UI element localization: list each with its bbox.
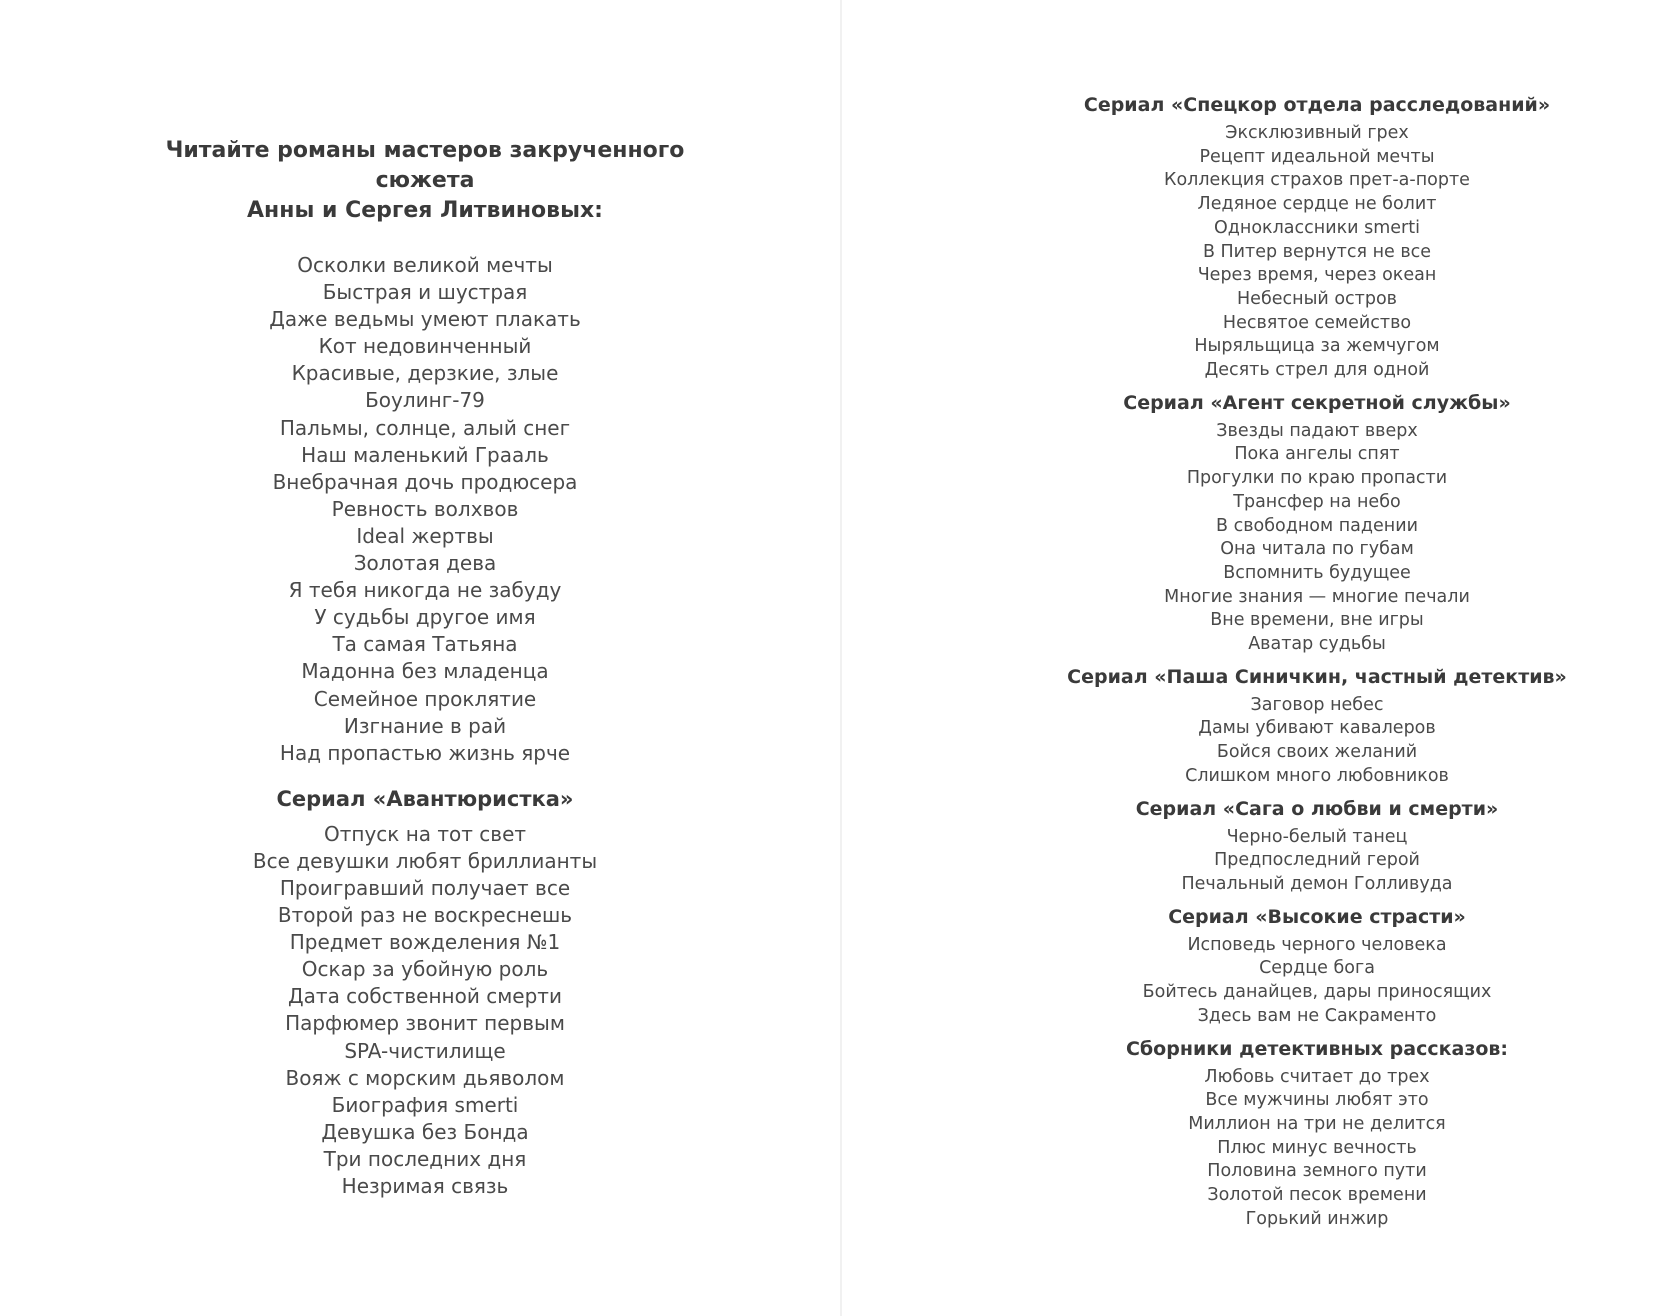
book-title: Ледяное сердце не болит [1197,194,1437,215]
book-title: Кот недовинченный [318,334,532,359]
series-title: Сериал «Агент секретной службы» [1123,391,1511,414]
book-title: Рецепт идеальной мечты [1199,146,1435,167]
book-title: Аватар судьбы [1248,634,1386,655]
book-title: Ревность волхвов [331,496,519,521]
book-title: Многие знания — многие печали [1164,586,1470,607]
book-title: Небесный остров [1237,288,1397,309]
series-block [1022,390,1612,657]
book-title: Отпуск на тот свет [323,821,527,846]
book-title: Вспомнить будущее [1223,562,1411,583]
book-title: Изгнание в рай [343,713,507,738]
book-title: Парфюмер звонит первым [285,1011,565,1036]
series-title: Сериал «Сага о любви и смерти» [1135,797,1499,820]
book-title: Оскар за убойную роль [301,957,549,982]
right-column [1022,92,1612,1238]
series-title: Сериал «Спецкор отдела расследований» [1083,94,1551,116]
series-block [1022,664,1612,789]
book-title: Та самая Татьяна [332,632,518,657]
book-title: Вне времени, вне игры [1210,610,1424,631]
series-title: Сериал «Авантюристка» [276,786,574,811]
book-title: Все мужчины любят это [1205,1090,1429,1111]
book-title: Осколки великой мечты [297,253,553,277]
book-title: Десять стрел для одной [1204,360,1430,381]
book-title: Дамы убивают кавалеров [1198,718,1436,739]
book-title: Несвятое семейство [1222,312,1412,333]
book-title: В Питер вернутся не все [1202,241,1432,262]
book-title: Внебрачная дочь продюсера [272,469,578,494]
series-books-list [1022,694,1612,789]
intro-line: Читайте романы мастеров закрученного сюжета [165,138,685,193]
standalone-titles-list [130,252,720,767]
book-title: Я тебя никогда не забуду [288,578,562,603]
series-books-list [1022,420,1612,657]
book-title: Три последних дня [323,1146,527,1171]
book-title: Любовь считает до трех [1204,1066,1430,1087]
series-title: Сборники детективных рассказов: [1125,1037,1509,1060]
book-title: Даже ведьмы умеют плакать [269,307,581,332]
book-title: Пока ангелы спят [1234,444,1400,465]
book-title: У судьбы другое имя [314,605,536,630]
series-block [1022,92,1612,383]
book-title: Плюс минус вечность [1217,1137,1417,1158]
book-title: Половина земного пути [1207,1161,1427,1182]
book-title: Исповедь черного человека [1187,934,1447,955]
book-title: Трансфер на небо [1233,491,1401,512]
book-title: Над пропастью жизнь ярче [279,740,571,765]
right-page [842,0,1678,1316]
series-title: Сериал «Паша Синичкин, частный детектив» [1067,665,1567,688]
book-title: Бойтесь данайцев, дары приносящих [1142,982,1492,1003]
book-title: SPA-чистилище [344,1038,506,1063]
book-title: Биография smerti [331,1092,519,1117]
book-title: Второй раз не воскреснешь [277,903,573,928]
book-title: Незримая связь [341,1174,509,1198]
book-title: Горький инжир [1245,1208,1389,1229]
book-title: Предмет вожделения №1 [289,930,561,955]
series-books-list [1022,1066,1612,1232]
series-books-list [1022,122,1612,383]
book-title: Вояж с морским дьяволом [285,1065,565,1090]
left-column [130,136,720,1200]
book-title: Коллекция страхов прет-а-порте [1164,170,1470,191]
book-title: Все девушки любят бриллианты [252,848,598,873]
book-title: Одноклассники smerti [1214,217,1420,238]
book-title: Печальный демон Голливуда [1181,873,1453,894]
book-title: Дата собственной смерти [288,984,562,1009]
book-title: Черно-белый танец [1226,826,1408,847]
series-title: Сериал «Высокие страсти» [1168,905,1466,928]
book-title: Сердце бога [1259,958,1375,979]
book-title: Красивые, дерзкие, злые [291,361,559,386]
book-title: Прогулки по краю пропасти [1186,468,1448,489]
book-title: Бойся своих желаний [1216,742,1418,763]
book-title: Золотая дева [353,551,497,576]
series-block [1022,796,1612,897]
book-title: Звезды падают вверх [1216,420,1418,441]
book-title: Девушка без Бонда [321,1119,529,1144]
book-title: Ideal жертвы [356,523,494,548]
series-block [1022,904,1612,1029]
book-title: Она читала по губам [1220,539,1414,560]
intro-heading [130,136,720,226]
book-title: Пальмы, солнце, алый снег [279,415,571,440]
series-books-list [1022,934,1612,1029]
book-title: Через время, через океан [1197,265,1437,286]
book-title: Слишком много любовников [1185,765,1449,786]
book-title: Мадонна без младенца [301,659,549,684]
book-title: Наш маленький Грааль [301,442,549,467]
intro-line: Анны и Сергея Литвиновых: [247,198,603,223]
book-title: Предпоследний герой [1214,850,1420,871]
book-title: Здесь вам не Сакраменто [1197,1005,1437,1026]
book-title: Золотой песок времени [1207,1185,1427,1206]
book-title: Семейное проклятие [313,686,537,711]
book-title: Заговор небес [1250,694,1384,715]
book-title: Проигравший получает все [279,875,571,900]
series-books-list [1022,826,1612,897]
series-block [1022,1036,1612,1232]
book-title: Боулинг-79 [365,388,485,413]
book-title: Эксклюзивный грех [1225,123,1409,143]
book-title: Быстрая и шустрая [322,280,528,305]
book-title: В свободном падении [1216,515,1418,536]
book-title: Миллион на три не делится [1188,1113,1446,1134]
series-books-list [130,821,720,1200]
book-title: Ныряльщица за жемчугом [1194,336,1440,357]
